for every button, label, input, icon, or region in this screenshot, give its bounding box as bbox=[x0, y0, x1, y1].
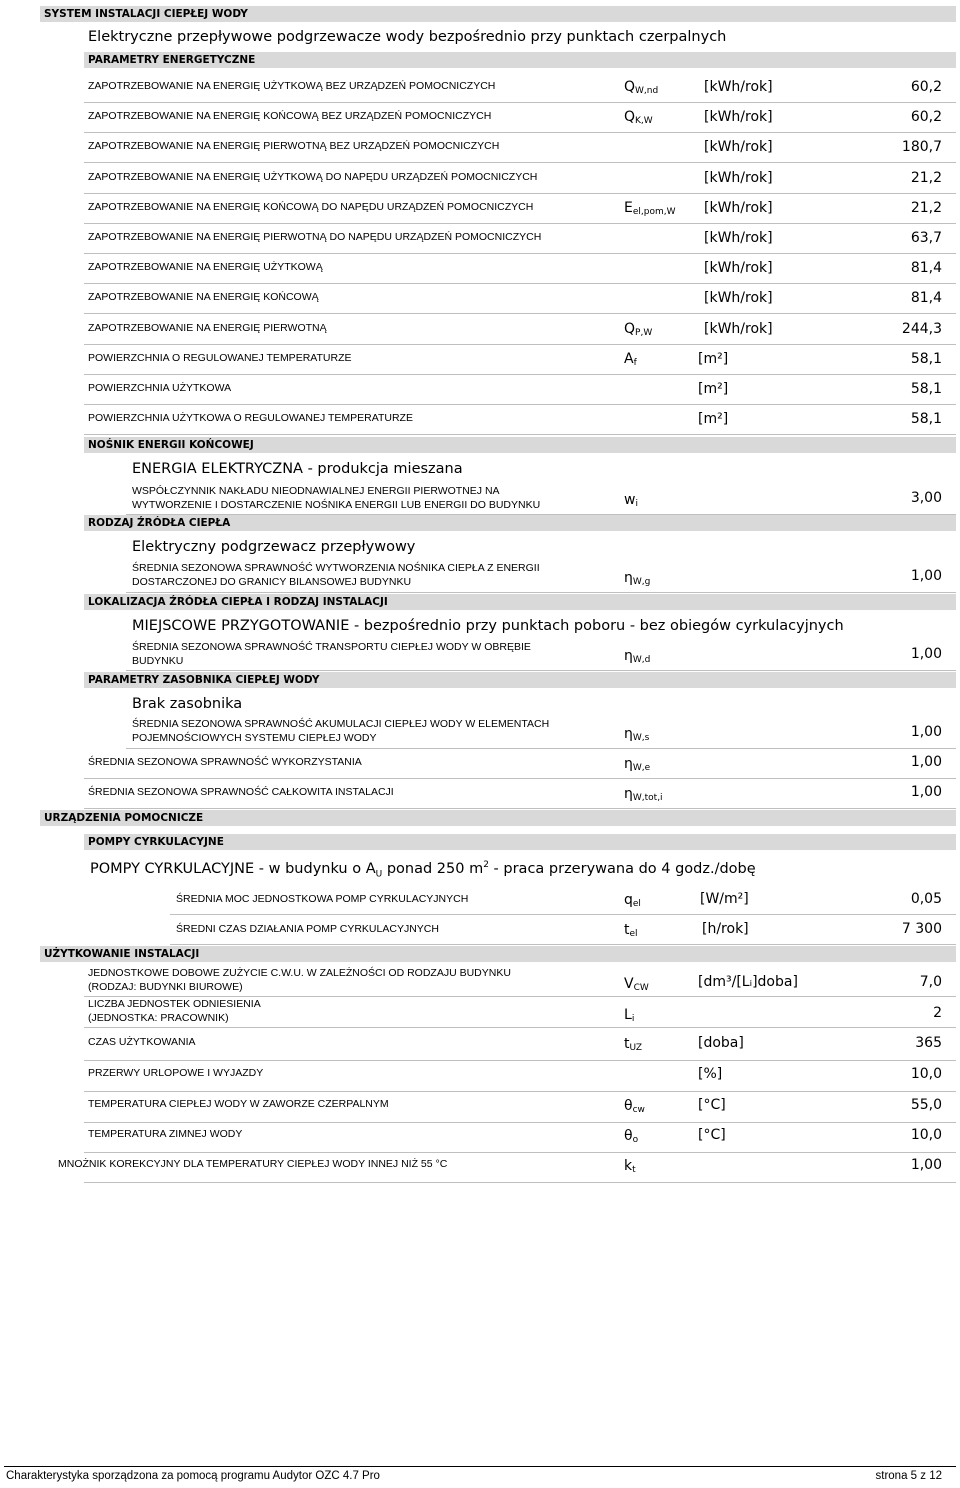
pumps-power-unit: [W/m²] bbox=[700, 891, 749, 907]
usage-row bbox=[84, 966, 956, 997]
location-eff-value: 1,00 bbox=[910, 646, 942, 662]
energy-row-unit: [kWh/rok] bbox=[704, 290, 773, 306]
usage-row bbox=[84, 1092, 956, 1123]
params-header: PARAMETRY ENERGETYCZNE bbox=[88, 54, 256, 66]
usage-row-unit: [°C] bbox=[698, 1127, 726, 1143]
energy-row-value: 244,3 bbox=[901, 321, 942, 337]
usage-row-symbol: $V_{CW}$ bbox=[624, 976, 649, 993]
usage-row bbox=[84, 1030, 956, 1061]
divider bbox=[170, 914, 956, 915]
energy-row-label: POWIERZCHNIA UŻYTKOWA bbox=[88, 382, 232, 394]
storage-eff-label-2: POJEMNOŚCIOWYCH SYSTEMU CIEPŁEJ WODY bbox=[132, 732, 377, 744]
energy-row-value: 60,2 bbox=[910, 109, 942, 125]
efficiency-total-value: 1,00 bbox=[910, 784, 942, 800]
location-header-bar bbox=[84, 594, 956, 610]
usage-row-label: JEDNOSTKOWE DOBOWE ZUŻYCIE C.W.U. W ZALEŻNOŚCI OD RODZAJU BUDYNKU bbox=[88, 967, 511, 979]
carrier-coef-symbol: $w_i$ bbox=[624, 492, 638, 509]
footer-left: Charakterystyka sporządzona za pomocą programu Audytor OZC 4.7 Pro bbox=[6, 1470, 380, 1482]
divider bbox=[84, 778, 956, 779]
energy-row-symbol: $A_f$ bbox=[624, 351, 637, 368]
source-eff-symbol: $\eta_{W,g}$ bbox=[624, 570, 651, 587]
carrier-header: NOŚNIK ENERGII KOŃCOWEJ bbox=[88, 439, 254, 451]
energy-row-label: ZAPOTRZEBOWANIE NA ENERGIĘ UŻYTKOWĄ BEZ URZĄDZEŃ POMOCNICZYCH bbox=[88, 80, 496, 92]
energy-row-unit: [kWh/rok] bbox=[704, 109, 773, 125]
location-eff-symbol: $\eta_{W,d}$ bbox=[624, 648, 651, 665]
location-eff-label-1: ŚREDNIA SEZONOWA SPRAWNOŚĆ TRANSPORTU CIEPŁEJ WODY W OBRĘBIE bbox=[132, 641, 531, 653]
usage-header-bar bbox=[40, 946, 956, 962]
usage-row-label: LICZBA JEDNOSTEK ODNIESIENIA bbox=[88, 998, 261, 1010]
storage-header-bar bbox=[84, 672, 956, 688]
energy-row-label: ZAPOTRZEBOWANIE NA ENERGIĘ UŻYTKOWĄ bbox=[88, 261, 323, 273]
energy-row bbox=[84, 283, 956, 314]
usage-row-label: CZAS UŻYTKOWANIA bbox=[88, 1036, 196, 1048]
energy-row-symbol: $Q_{K,W}$ bbox=[624, 109, 653, 126]
energy-row bbox=[84, 374, 956, 405]
energy-row bbox=[84, 253, 956, 284]
energy-row-value: 58,1 bbox=[910, 351, 942, 367]
usage-row-value: 55,0 bbox=[910, 1097, 942, 1113]
usage-row-symbol: $k_t$ bbox=[624, 1158, 636, 1175]
energy-row bbox=[84, 344, 956, 375]
energy-row-label: ZAPOTRZEBOWANIE NA ENERGIĘ PIERWOTNĄ BEZ URZĄDZEŃ POMOCNICZYCH bbox=[88, 140, 500, 152]
source-eff-label-1: ŚREDNIA SEZONOWA SPRAWNOŚĆ WYTWORZENIA NOŚNIKA CIEPŁA Z ENERGII bbox=[132, 562, 540, 574]
energy-row-label: ZAPOTRZEBOWANIE NA ENERGIĘ PIERWOTNĄ bbox=[88, 322, 327, 334]
energy-row-unit: [kWh/rok] bbox=[704, 260, 773, 276]
section-header-bar bbox=[40, 6, 956, 22]
energy-row-value: 21,2 bbox=[910, 170, 942, 186]
efficiency-total-symbol: $\eta_{W,tot,i}$ bbox=[624, 786, 663, 803]
energy-row-unit: [m²] bbox=[698, 381, 729, 397]
efficiency-usage-label: ŚREDNIA SEZONOWA SPRAWNOŚĆ WYKORZYSTANIA bbox=[88, 756, 362, 768]
params-header-bar bbox=[84, 52, 956, 68]
energy-row-value: 58,1 bbox=[910, 411, 942, 427]
energy-row-unit: [kWh/rok] bbox=[704, 230, 773, 246]
pumps-header-bar bbox=[84, 834, 956, 850]
energy-row-symbol: $Q_{W,nd}$ bbox=[624, 79, 659, 96]
energy-row-value: 180,7 bbox=[901, 139, 942, 155]
energy-row-symbol: $Q_{P,W}$ bbox=[624, 321, 653, 338]
usage-row-value: 1,00 bbox=[910, 1157, 942, 1173]
divider bbox=[170, 944, 956, 945]
system-name: Elektryczne przepływowe podgrzewacze wody bezpośrednio przy punktach czerpalnych bbox=[88, 29, 727, 45]
storage-eff-label-1: ŚREDNIA SEZONOWA SPRAWNOŚĆ AKUMULACJI CIEPŁEJ WODY W ELEMENTACH bbox=[132, 718, 550, 730]
pumps-time-label: ŚREDNI CZAS DZIAŁANIA POMP CYRKULACYJNYCH bbox=[176, 923, 439, 935]
energy-row bbox=[84, 102, 956, 133]
source-name: Elektryczny podgrzewacz przepływowy bbox=[132, 539, 416, 555]
usage-row-label: PRZERWY URLOPOWE I WYJAZDY bbox=[88, 1067, 264, 1079]
usage-row-unit: [°C] bbox=[698, 1097, 726, 1113]
energy-row-unit: [m²] bbox=[698, 351, 729, 367]
carrier-name: ENERGIA ELEKTRYCZNA - produkcja mieszana bbox=[132, 461, 463, 477]
usage-row-value: 10,0 bbox=[910, 1066, 942, 1082]
aux-header-bar bbox=[40, 810, 956, 826]
carrier-coef-value: 3,00 bbox=[910, 490, 942, 506]
location-header: LOKALIZACJA ŹRÓDŁA CIEPŁA I RODZAJ INSTALACJI bbox=[88, 596, 388, 608]
energy-row bbox=[84, 132, 956, 163]
usage-row-symbol: $\theta_o$ bbox=[624, 1128, 639, 1145]
usage-row-label: TEMPERATURA ZIMNEJ WODY bbox=[88, 1128, 243, 1140]
pumps-name: POMPY CYRKULACYJNE - w budynku o $A_U$ ponad 250 $m^2$ - praca przerywana do 4 godz./dobę bbox=[90, 860, 756, 880]
usage-row bbox=[58, 1152, 956, 1183]
energy-row-unit: [m²] bbox=[698, 411, 729, 427]
energy-row bbox=[84, 314, 956, 345]
energy-row-label: POWIERZCHNIA UŻYTKOWA O REGULOWANEJ TEMPERATURZE bbox=[88, 412, 413, 424]
energy-row-unit: [kWh/rok] bbox=[704, 79, 773, 95]
usage-row-value: 10,0 bbox=[910, 1127, 942, 1143]
carrier-header-bar bbox=[84, 437, 956, 453]
divider bbox=[126, 748, 956, 749]
energy-row-label: ZAPOTRZEBOWANIE NA ENERGIĘ KOŃCOWĄ bbox=[88, 291, 319, 303]
energy-row bbox=[84, 404, 956, 435]
usage-row bbox=[84, 997, 956, 1028]
usage-row-unit: [dm³/[Lᵢ]doba] bbox=[698, 974, 798, 990]
usage-row-symbol: $L_i$ bbox=[624, 1007, 635, 1024]
energy-row-symbol: $E_{el,pom,W}$ bbox=[624, 200, 676, 217]
storage-header: PARAMETRY ZASOBNIKA CIEPŁEJ WODY bbox=[88, 674, 320, 686]
carrier-coef-label-1: WSPÓŁCZYNNIK NAKŁADU NIEODNAWIALNEJ ENERGII PIERWOTNEJ NA bbox=[132, 485, 500, 497]
location-name: MIEJSCOWE PRZYGOTOWANIE - bezpośrednio przy punktach poboru - bez obiegów cyrkulacyjnych bbox=[132, 618, 844, 634]
storage-eff-symbol: $\eta_{W,s}$ bbox=[624, 726, 650, 743]
energy-row-value: 81,4 bbox=[910, 290, 942, 306]
energy-row-label: ZAPOTRZEBOWANIE NA ENERGIĘ KOŃCOWĄ DO NAPĘDU URZĄDZEŃ POMOCNICZYCH bbox=[88, 201, 534, 213]
location-eff-label-2: BUDYNKU bbox=[132, 655, 184, 667]
usage-row-unit: [doba] bbox=[698, 1035, 744, 1051]
energy-row bbox=[84, 163, 956, 194]
usage-row-symbol: $t_{UZ}$ bbox=[624, 1036, 643, 1053]
divider bbox=[126, 670, 956, 671]
efficiency-total-label: ŚREDNIA SEZONOWA SPRAWNOŚĆ CAŁKOWITA INSTALACJI bbox=[88, 786, 394, 798]
usage-row-symbol: $\theta_{cw}$ bbox=[624, 1098, 645, 1115]
energy-row bbox=[84, 193, 956, 224]
energy-row-value: 60,2 bbox=[910, 79, 942, 95]
carrier-coef-label-2: WYTWORZENIE I DOSTARCZENIE NOŚNIKA ENERGII LUB ENERGII DO BUDYNKU bbox=[132, 499, 541, 511]
energy-row-label: ZAPOTRZEBOWANIE NA ENERGIĘ UŻYTKOWĄ DO NAPĘDU URZĄDZEŃ POMOCNICZYCH bbox=[88, 171, 538, 183]
pumps-time-value: 7 300 bbox=[901, 921, 942, 937]
energy-row-unit: [kWh/rok] bbox=[704, 200, 773, 216]
source-eff-label-2: DOSTARCZONEJ DO GRANICY BILANSOWEJ BUDYNKU bbox=[132, 576, 412, 588]
energy-row-label: ZAPOTRZEBOWANIE NA ENERGIĘ PIERWOTNĄ DO NAPĘDU URZĄDZEŃ POMOCNICZYCH bbox=[88, 231, 542, 243]
pumps-time-unit: [h/rok] bbox=[702, 921, 749, 937]
source-header-bar bbox=[84, 515, 956, 531]
usage-row-label-2: (RODZAJ: BUDYNKI BIUROWE) bbox=[88, 981, 243, 993]
aux-header: URZĄDZENIA POMOCNICZE bbox=[44, 812, 204, 824]
energy-row-value: 21,2 bbox=[910, 200, 942, 216]
efficiency-usage-symbol: $\eta_{W,e}$ bbox=[624, 756, 651, 773]
source-header: RODZAJ ŹRÓDŁA CIEPŁA bbox=[88, 517, 231, 529]
energy-row bbox=[84, 223, 956, 254]
usage-row bbox=[84, 1061, 956, 1092]
usage-header: UŻYTKOWANIE INSTALACJI bbox=[44, 948, 200, 960]
pumps-power-value: 0,05 bbox=[910, 891, 942, 907]
energy-row-unit: [kWh/rok] bbox=[704, 139, 773, 155]
energy-row-label: POWIERZCHNIA O REGULOWANEJ TEMPERATURZE bbox=[88, 352, 352, 364]
pumps-power-symbol: $q_{el}$ bbox=[624, 892, 641, 909]
storage-eff-value: 1,00 bbox=[910, 724, 942, 740]
usage-row-value: 2 bbox=[933, 1005, 942, 1021]
usage-row-value: 365 bbox=[915, 1035, 942, 1051]
energy-row-value: 58,1 bbox=[910, 381, 942, 397]
storage-name: Brak zasobnika bbox=[132, 696, 243, 712]
section-title: SYSTEM INSTALACJI CIEPŁEJ WODY bbox=[44, 8, 248, 20]
pumps-header: POMPY CYRKULACYJNE bbox=[88, 836, 224, 848]
footer-divider bbox=[4, 1466, 956, 1467]
usage-row-label-2: (JEDNOSTKA: PRACOWNIK) bbox=[88, 1012, 229, 1024]
pumps-power-label: ŚREDNIA MOC JEDNOSTKOWA POMP CYRKULACYJNYCH bbox=[176, 893, 469, 905]
pumps-time-symbol: $t_{el}$ bbox=[624, 922, 638, 939]
divider bbox=[126, 592, 956, 593]
energy-row-unit: [kWh/rok] bbox=[704, 321, 773, 337]
usage-row-label: MNOŻNIK KOREKCYJNY DLA TEMPERATURY CIEPŁEJ WODY INNEJ NIŻ 55 °C bbox=[58, 1158, 448, 1170]
usage-row-label: TEMPERATURA CIEPŁEJ WODY W ZAWORZE CZERPALNYM bbox=[88, 1098, 389, 1110]
footer-page-number: strona 5 z 12 bbox=[875, 1470, 942, 1482]
energy-row bbox=[84, 72, 956, 103]
efficiency-usage-value: 1,00 bbox=[910, 754, 942, 770]
energy-row-value: 81,4 bbox=[910, 260, 942, 276]
energy-row-unit: [kWh/rok] bbox=[704, 170, 773, 186]
energy-row-label: ZAPOTRZEBOWANIE NA ENERGIĘ KOŃCOWĄ BEZ URZĄDZEŃ POMOCNICZYCH bbox=[88, 110, 492, 122]
usage-row bbox=[84, 1122, 956, 1153]
usage-row-value: 7,0 bbox=[919, 974, 942, 990]
usage-row-unit: [%] bbox=[698, 1066, 723, 1082]
energy-row-value: 63,7 bbox=[910, 230, 942, 246]
divider bbox=[84, 808, 956, 809]
source-eff-value: 1,00 bbox=[910, 568, 942, 584]
